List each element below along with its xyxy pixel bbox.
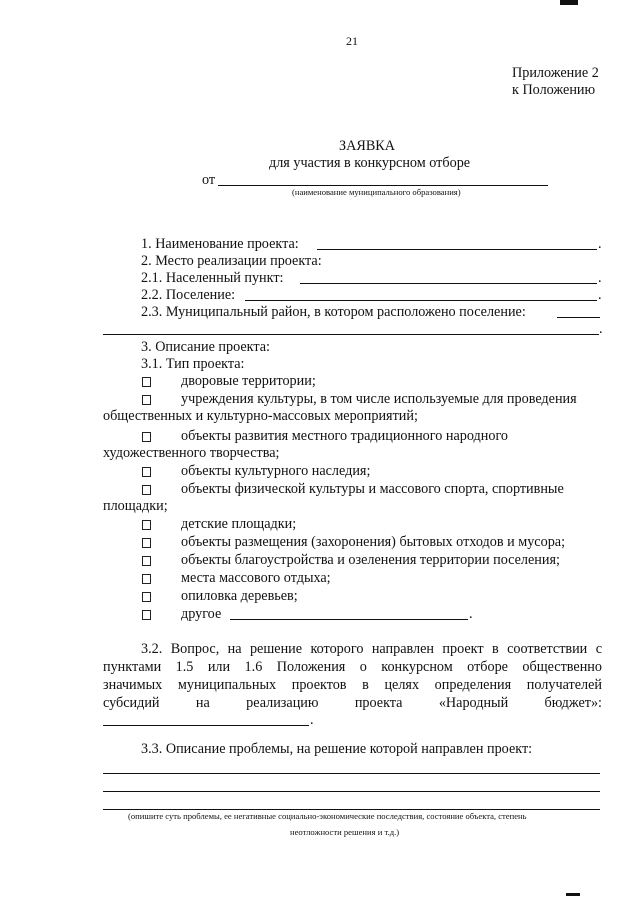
from-caption: (наименование муниципального образования) (292, 187, 461, 197)
scan-mark-top-right (560, 0, 578, 5)
issue-field-end: . (310, 712, 314, 728)
settlement-point-end: . (598, 270, 602, 286)
section-3-2-line-4: субсидий на реализацию проекта «Народный бюджет»: (103, 695, 602, 711)
type-9-label: места массового отдыха; (181, 570, 331, 586)
district-field[interactable] (557, 317, 600, 318)
type-4-label: объекты культурного наследия; (181, 463, 371, 479)
type-checkbox-8[interactable] (142, 556, 151, 566)
type-checkbox-11[interactable] (142, 610, 151, 620)
other-type-field[interactable] (230, 619, 468, 620)
project-name-end: . (598, 236, 602, 252)
other-type-end: . (469, 606, 473, 622)
type-6-label: детские площадки; (181, 516, 297, 532)
type-checkbox-10[interactable] (142, 592, 151, 602)
type-3-label: объекты развития местного традиционного народного (181, 428, 509, 444)
type-7-label: объекты размещения (захоронения) бытовых отходов и мусора; (181, 534, 566, 550)
settlement-point-label: 2.1. Населенный пункт: (141, 270, 284, 286)
district-label: 2.3. Муниципальный район, в котором расположено поселение: (141, 304, 526, 320)
problem-line-2[interactable] (103, 791, 600, 792)
problem-line-1[interactable] (103, 773, 600, 774)
problem-caption-1: (опишите суть проблемы, ее негативные социально-экономические последствия, состояние объекта, степень (128, 811, 527, 821)
problem-line-3[interactable] (103, 809, 600, 810)
location-label: 2. Место реализации проекта: (141, 253, 322, 269)
settlement-label: 2.2. Поселение: (141, 287, 236, 303)
scan-mark-bottom-right (566, 893, 580, 896)
settlement-point-field[interactable] (300, 283, 597, 284)
settlement-field[interactable] (245, 300, 597, 301)
document-subtitle: для участия в конкурсном отборе (269, 155, 471, 171)
appendix-line-2: к Положению (512, 82, 596, 98)
type-1-label: дворовые территории; (181, 373, 316, 389)
page-number: 21 (346, 34, 358, 48)
type-2-label-cont: общественных и культурно-массовых мероприятий; (103, 408, 418, 424)
from-label: от (202, 172, 216, 188)
type-checkbox-2[interactable] (142, 395, 151, 405)
project-name-label: 1. Наименование проекта: (141, 236, 299, 252)
section-3-2-line-1: 3.2. Вопрос, на решение которого направлен проект в соответствии с (141, 641, 602, 657)
type-10-label: опиловка деревьев; (181, 588, 298, 604)
district-field-cont[interactable] (103, 334, 599, 335)
settlement-end: . (598, 287, 602, 303)
project-name-field[interactable] (317, 249, 597, 250)
type-8-label: объекты благоустройства и озеленения территории поселения; (181, 552, 560, 568)
district-end: . (599, 321, 603, 337)
type-checkbox-1[interactable] (142, 377, 151, 387)
type-checkbox-3[interactable] (142, 432, 151, 442)
section-3-3-heading: 3.3. Описание проблемы, на решение которой направлен проект: (141, 741, 533, 757)
document-title: ЗАЯВКА (339, 138, 395, 154)
issue-field[interactable] (103, 725, 309, 726)
type-11-label: другое (181, 606, 222, 622)
type-checkbox-5[interactable] (142, 485, 151, 495)
type-5-label: объекты физической культуры и массового спорта, спортивные (181, 481, 564, 497)
section-3-2-line-3: значимых муниципальных проектов в целях определения получателей (103, 677, 602, 693)
description-heading: 3. Описание проекта: (141, 339, 270, 355)
type-checkbox-7[interactable] (142, 538, 151, 548)
type-3-label-cont: художественного творчества; (103, 445, 280, 461)
type-heading: 3.1. Тип проекта: (141, 356, 245, 372)
problem-caption-2: неотложности решения и т.д.) (290, 827, 400, 837)
appendix-line-1: Приложение 2 (512, 65, 599, 81)
type-checkbox-6[interactable] (142, 520, 151, 530)
from-field-line[interactable] (218, 185, 548, 186)
type-checkbox-9[interactable] (142, 574, 151, 584)
type-5-label-cont: площадки; (103, 498, 168, 514)
type-checkbox-4[interactable] (142, 467, 151, 477)
type-2-label: учреждения культуры, в том числе используемые для проведения (181, 391, 577, 407)
section-3-2-line-2: пунктами 1.5 или 1.6 Положения о конкурсном отборе общественно (103, 659, 602, 675)
